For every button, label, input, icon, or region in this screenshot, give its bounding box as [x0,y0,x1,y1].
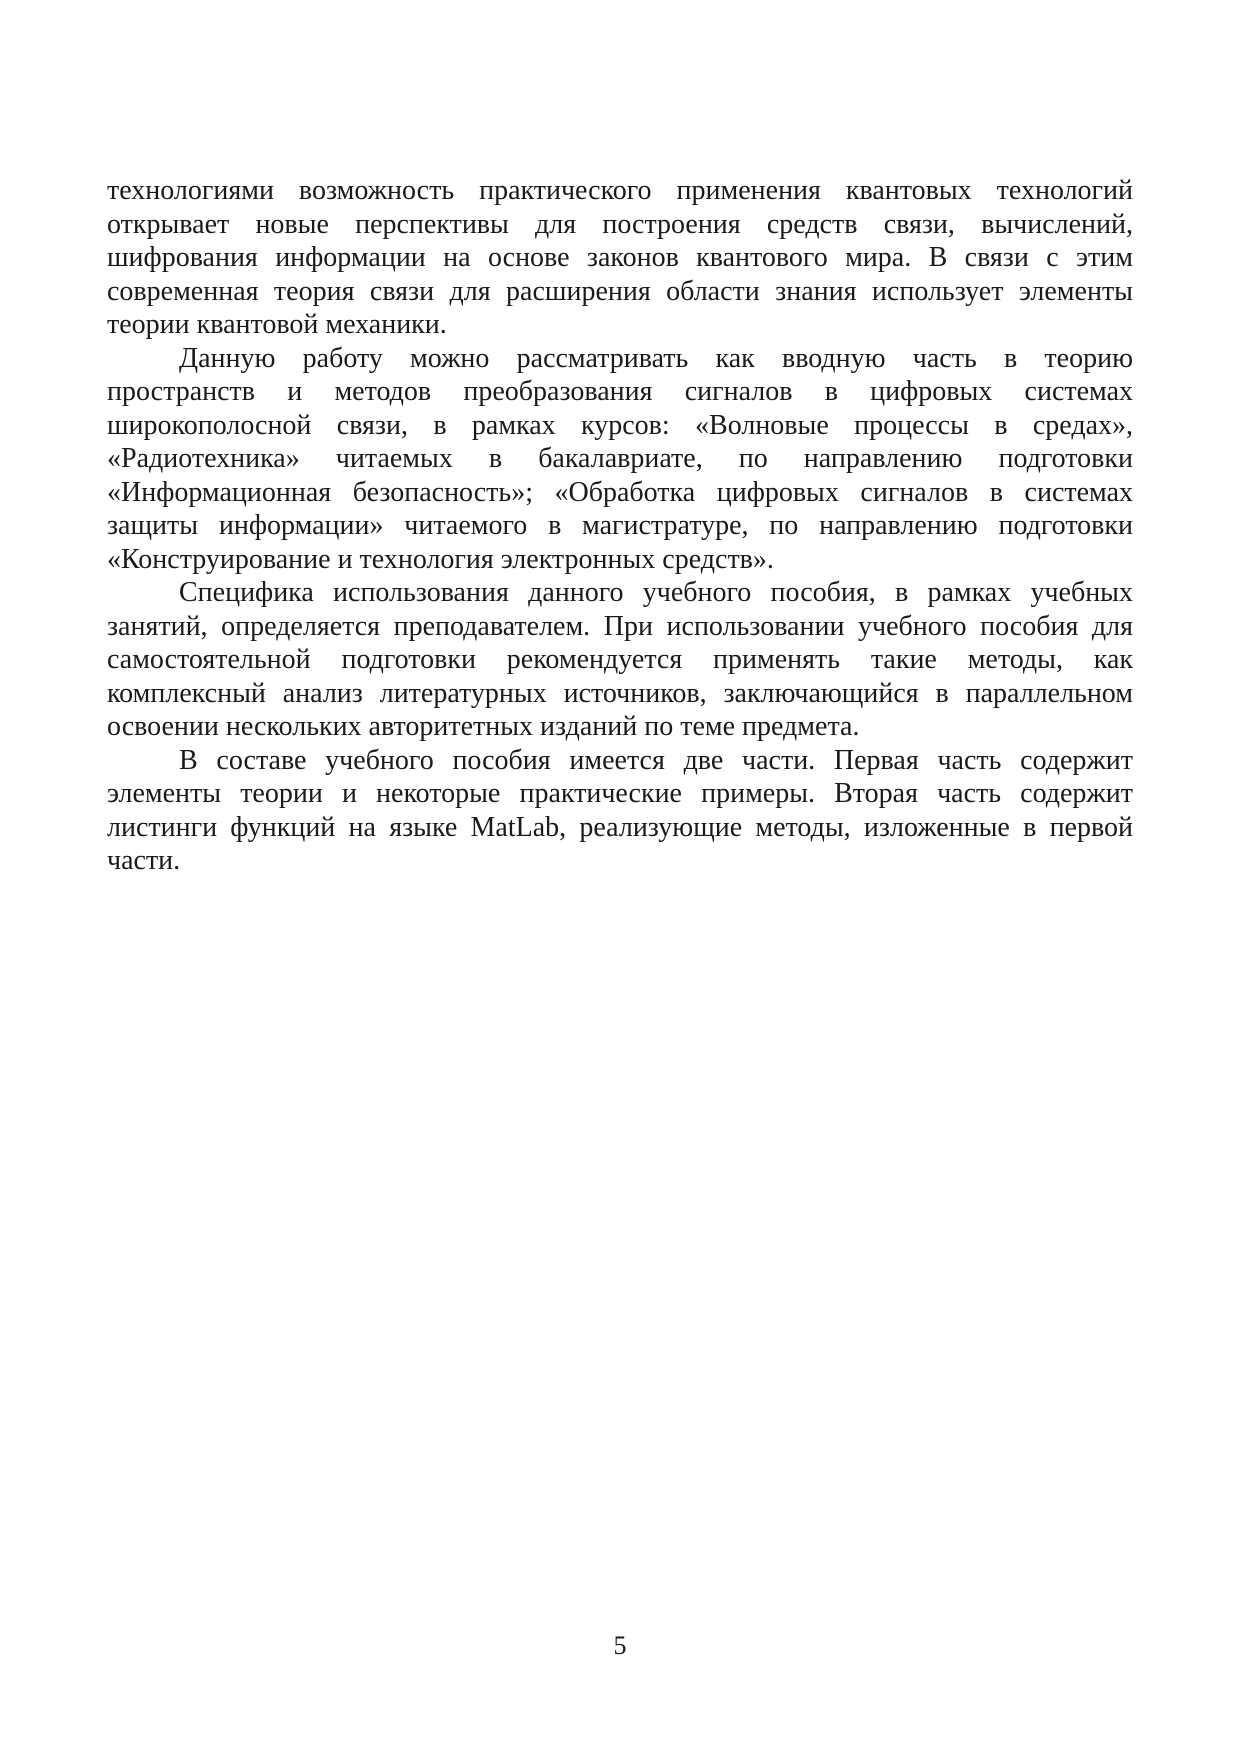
text-line: В составе учебного пособия имеется две части. Первая часть содержит [179,744,1133,776]
text-line: защиты информации» читаемого в магистратуре, по направлению подготовки [107,510,1133,541]
text-line: «Радиотехника» читаемых в бакалавриате, по направлению подготовки [107,443,1133,474]
text-line: шифрования информации на основе законов квантового мира. В связи с этим [107,242,1133,273]
text-line: Специфика использования данного учебного пособия, в рамках учебных [179,577,1133,608]
text-line: «Информационная безопасность»; «Обработка цифровых сигналов в системах [107,476,1133,508]
paragraph-2 [107,342,1133,577]
text-line: комплексный анализ литературных источников, заключающийся в параллельном [107,677,1133,709]
paragraph-4 [107,744,1133,878]
text-line: современная теория связи для расширения области знания использует элементы [107,275,1133,307]
text-line: самостоятельной подготовки рекомендуется применять такие методы, как [107,644,1133,675]
document-body [107,174,1133,878]
text-line: технологиями возможность практического применения квантовых технологий [107,175,1133,206]
text-line: освоении нескольких авторитетных изданий по теме предмета. [107,711,860,742]
text-line: части. [107,845,181,876]
text-line: занятий, определяется преподавателем. При использовании учебного пособия для [107,610,1133,642]
text-line: элементы теории и некоторые практические примеры. Вторая часть содержит [107,778,1133,809]
paragraph-3 [107,576,1133,744]
text-line: «Конструирование и технология электронных средств». [107,543,774,575]
text-line: листинги функций на языке MatLab, реализующие методы, изложенные в первой [107,811,1133,843]
text-line: теории квантовой механики. [107,309,447,340]
text-line: широкополосной связи, в рамках курсов: «Волновые процессы в средах», [107,409,1133,441]
text-line: открывает новые перспективы для построения средств связи, вычислений, [107,208,1133,240]
page-number: 5 [613,1631,627,1660]
text-line: пространств и методов преобразования сигналов в цифровых системах [107,376,1133,407]
text-line: Данную работу можно рассматривать как вводную часть в теорию [179,342,1133,374]
paragraph-1 [107,174,1133,342]
